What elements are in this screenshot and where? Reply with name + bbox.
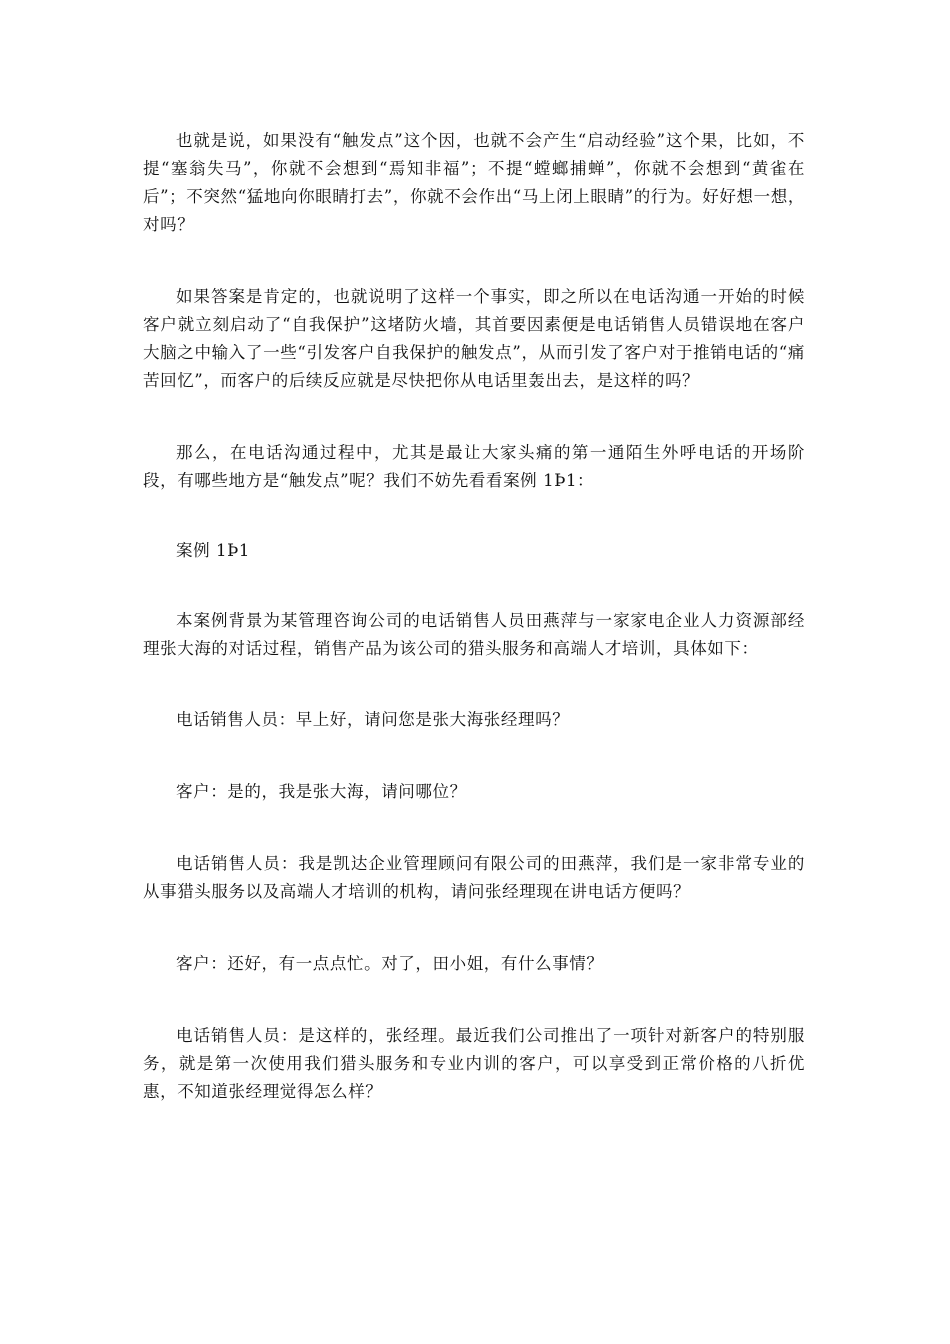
document-body — [143, 127, 805, 1146]
dialogue-line: 电话销售人员：早上好，请问您是张大海张经理吗？ — [176, 710, 570, 729]
case-heading: 案例 1Þ1 — [176, 541, 250, 560]
paragraph-self-protection-cause: 如果答案是肯定的，也就说明了这样一个事实，即之所以在电话沟通一开始的时候客户就立刻启动了“自我保护”这堵防火墙，其首要因素便是电话销售人员错误地在客户大脑之中输入了一些“引发客户自我保护的触发点”，从而引发了客户对于推销电话的“痛苦回忆”，而客户的后续反应就是尽快把你从电话里轰出去，是这样的吗？ — [143, 287, 805, 390]
paragraph-case-background: 本案例背景为某管理咨询公司的电话销售人员田燕萍与一家家电企业人力资源部经理张大海的对话过程，销售产品为该公司的猎头服务和高端人才培训，具体如下： — [143, 611, 805, 658]
dialogue-line: 客户：还好，有一点点忙。对了，田小姐，有什么事情？ — [176, 954, 604, 973]
dialogue-line: 电话销售人员：我是凯达企业管理顾问有限公司的田燕萍，我们是一家非常专业的从事猎头服务以及高端人才培训的机构，请问张经理现在讲电话方便吗？ — [143, 854, 805, 901]
dialogue-line: 电话销售人员：是这样的，张经理。最近我们公司推出了一项针对新客户的特别服务，就是第一次使用我们猎头服务和专业内训的客户，可以享受到正常价格的八折优惠，不知道张经理觉得怎么样？ — [143, 1026, 805, 1101]
paragraph-case-intro: 那么，在电话沟通过程中，尤其是最让大家头痛的第一通陌生外呼电话的开场阶段，有哪些地方是“触发点”呢？我们不妨先看看案例 1Þ1： — [143, 443, 805, 490]
dialogue-line: 客户：是的，我是张大海，请问哪位？ — [176, 782, 467, 801]
paragraph-trigger-point-explanation: 也就是说，如果没有“触发点”这个因，也就不会产生“启动经验”这个果，比如，不提“塞翁失马”，你就不会想到“焉知非福”；不提“螳螂捕蝉”，你就不会想到“黄雀在后”；不突然“猛地向你眼睛打去”，你就不会作出“马上闭上眼睛”的行为。好好想一想，对吗？ — [143, 131, 805, 234]
